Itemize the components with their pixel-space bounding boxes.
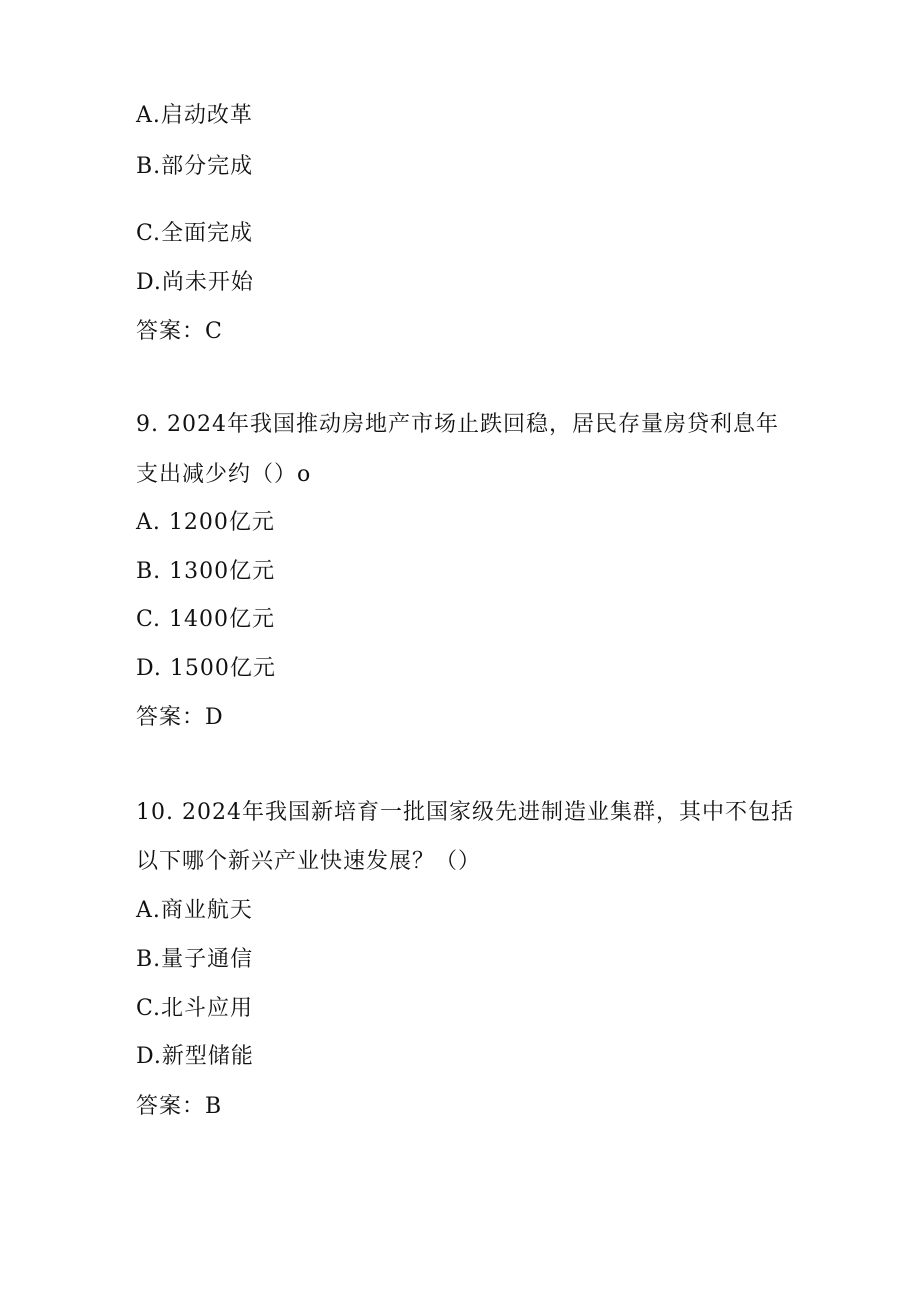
q9-option-b: B. 1300亿元: [136, 559, 276, 584]
q8-option-a: A.启动改革: [136, 103, 253, 128]
q9-answer: 答案：D: [136, 705, 224, 730]
q9-question-line2: 支出减少约（）o: [136, 462, 312, 487]
q9-option-c: C. 1400亿元: [136, 607, 276, 632]
q8-option-b: B.部分完成: [136, 154, 254, 179]
q9-question-line1: 9. 2024年我国推动房地产市场止跌回稳，居民存量房贷利息年: [136, 412, 779, 437]
q8-answer: 答案：C: [136, 319, 223, 344]
q9-option-a: A. 1200亿元: [136, 510, 275, 535]
q10-question-line1: 10. 2024年我国新培育一批国家级先进制造业集群，其中不包括: [136, 800, 794, 825]
q8-option-c: C.全面完成: [136, 221, 254, 246]
q10-question-line2: 以下哪个新兴产业快速发展？（）: [136, 849, 482, 874]
q10-answer: 答案：B: [136, 1094, 223, 1119]
q10-option-d: D.新型储能: [136, 1044, 254, 1069]
q10-option-c: C.北斗应用: [136, 996, 254, 1021]
q10-option-b: B.量子通信: [136, 947, 254, 972]
q8-option-d: D.尚未开始: [136, 270, 254, 295]
q9-option-d: D. 1500亿元: [136, 656, 276, 681]
q10-option-a: A.商业航天: [136, 898, 253, 923]
